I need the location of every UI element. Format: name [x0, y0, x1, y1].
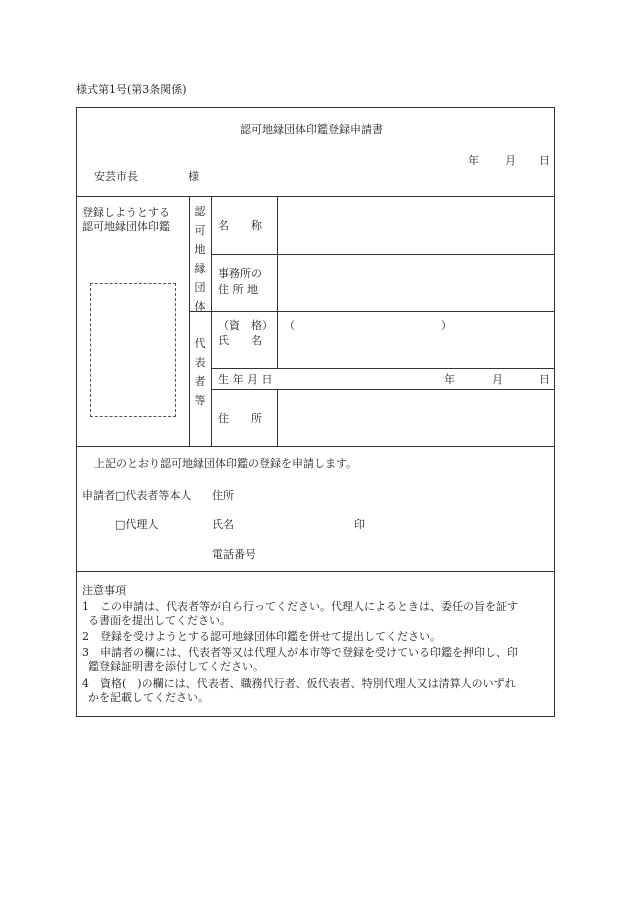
table-bottom-line	[76, 446, 555, 447]
applicant-address-label: 住所	[212, 489, 234, 502]
seal-label-line1: 登録しようとする	[82, 206, 170, 219]
birth-date-label: 生 年 月 日	[218, 373, 273, 386]
rep-name-field[interactable]	[279, 313, 553, 366]
birth-day-label: 日	[539, 373, 550, 386]
group-name-label: 名 称	[218, 219, 262, 232]
notes-top-line	[76, 571, 555, 572]
checkbox-representative-self[interactable]: □代表者等本人	[115, 489, 192, 502]
qualification-open-paren: （	[284, 319, 295, 332]
addressee-honorific: 様	[188, 170, 199, 183]
date-month-label: 月	[505, 154, 516, 167]
row-line-rep-name	[211, 368, 555, 369]
applicant-prefix: 申請者	[82, 489, 115, 502]
form-number: 様式第1号(第3条関係)	[76, 83, 187, 96]
office-label-line1: 事務所の	[218, 267, 262, 280]
row-line-birth	[211, 389, 555, 390]
note-item-1-line1: 1 この申請は、代表者等が自ら行ってください。代理人によるときは、委任の旨を証す	[82, 600, 518, 613]
notes-title: 注意事項	[82, 584, 126, 597]
office-address-field[interactable]	[279, 256, 553, 309]
note-item-3-line2: 鑑登録証明書を添付してください。	[88, 660, 264, 673]
note-item-1-line2: る書面を提出してください。	[88, 614, 231, 627]
date-year-label: 年	[468, 154, 479, 167]
seal-impression-box[interactable]	[90, 283, 176, 417]
rep-name-label: 氏 名	[218, 334, 262, 347]
office-label-line2: 住 所 地	[218, 283, 258, 296]
birth-year-label: 年	[444, 373, 455, 386]
table-top-line	[76, 196, 555, 197]
note-item-3-line1: 3 申請者の欄には、代表者等又は代理人が本市等で登録を受けている印鑑を押印し、印	[82, 646, 518, 659]
qualification-close-paren: ）	[441, 319, 452, 332]
checkbox-agent[interactable]: □代理人	[115, 518, 159, 531]
col-line-label-upper	[277, 196, 278, 368]
phone-label: 電話番号	[212, 548, 256, 561]
application-statement: 上記のとおり認可地縁団体印鑑の登録を申請します。	[94, 457, 358, 470]
row-line-name	[211, 254, 555, 255]
addressee-name: 安芸市長	[94, 170, 138, 183]
rep-address-label: 住 所	[218, 412, 262, 425]
col-line-header	[211, 196, 212, 446]
rep-address-field[interactable]	[279, 391, 553, 444]
note-item-2-line1: 2 登録を受けようとする認可地縁団体印鑑を併せて提出してください。	[82, 630, 441, 643]
seal-label-line2: 認可地縁団体印鑑	[82, 220, 170, 233]
applicant-name-label: 氏名	[212, 518, 234, 531]
row-line-group-end	[189, 311, 555, 312]
group-header-vertical: 認 可 地 縁 団 体	[194, 205, 206, 313]
col-line-seal	[189, 196, 190, 446]
note-item-4-line1: 4 資格( )の欄には、代表者、職務代行者、仮代表者、特別代理人又は清算人のいずれ	[82, 677, 516, 690]
birth-month-label: 月	[492, 373, 503, 386]
qualification-label: （資 格）	[218, 319, 273, 332]
date-day-label: 日	[539, 154, 550, 167]
form-title: 認可地縁団体印鑑登録申請書	[240, 123, 383, 136]
group-name-field[interactable]	[279, 198, 553, 252]
note-item-4-line2: かを記載してください。	[88, 691, 209, 704]
col-line-label-lower	[277, 389, 278, 446]
seal-mark: 印	[354, 518, 365, 531]
rep-header-vertical: 代 表 者 等	[194, 337, 206, 407]
